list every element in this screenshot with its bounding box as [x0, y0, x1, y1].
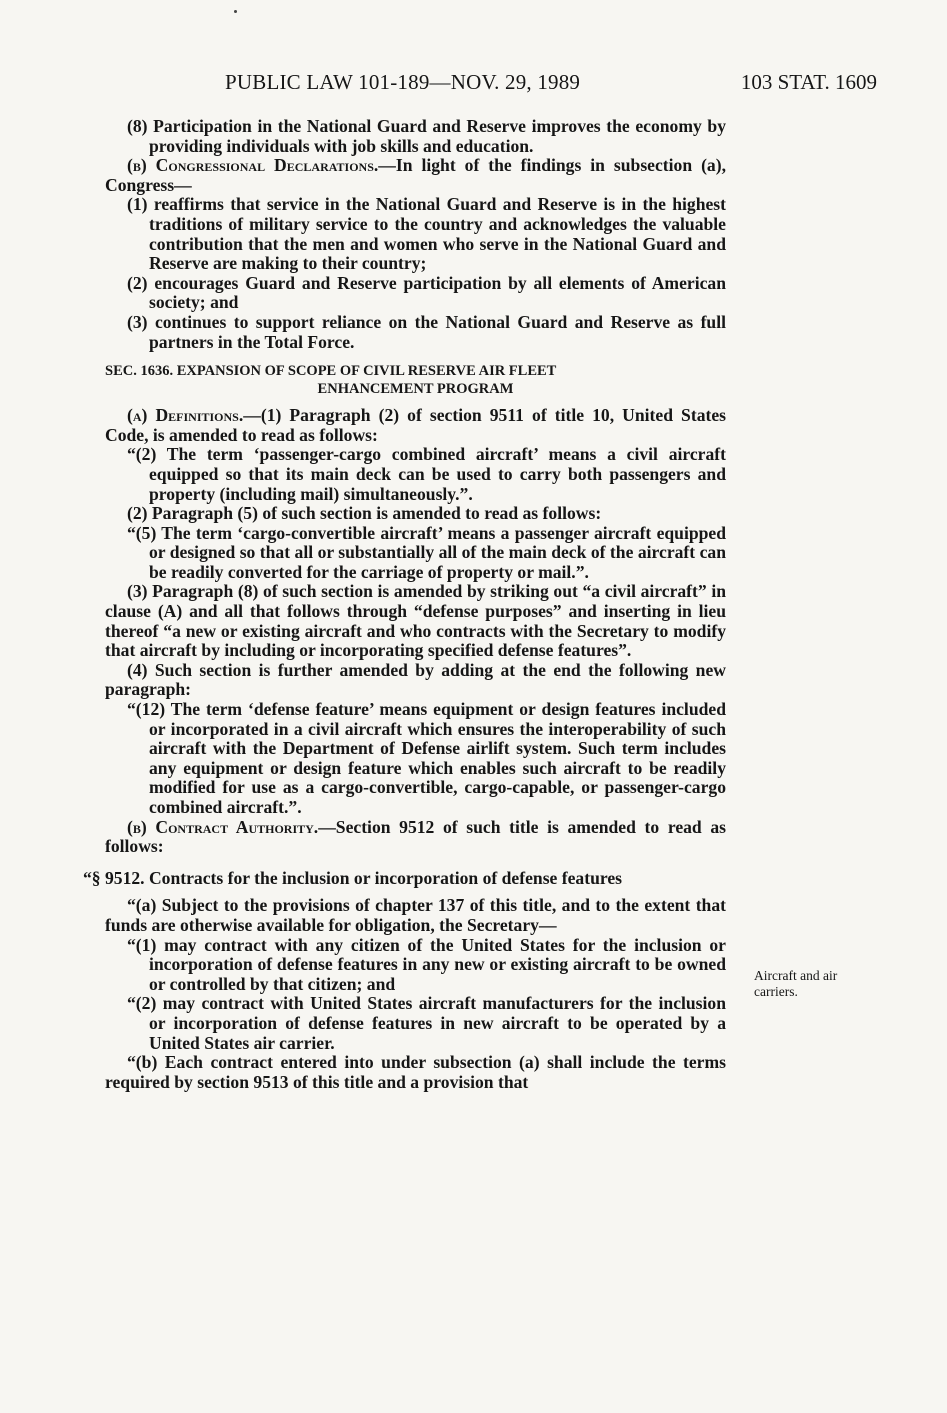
amendment-paragraph-5: (2) Paragraph (5) of such section is amended to read as follows: — [127, 503, 602, 524]
amendment-paragraph-8: (3) Paragraph (8) of such section is amended by striking out “a civil aircraft” in clause (A) and all that follows through “defense purposes” and inserting in lieu thereof “a new or existing aircraft and who contracts with the Secretary to modify that aircraft by including or incorporating specified defense features”. — [105, 581, 726, 661]
section-9512-a: “(a) Subject to the provisions of chapter 137 of this title, and to the extent that funds are otherwise available for obligation, the Secretary— — [105, 895, 726, 935]
contract-authority — [105, 818, 726, 857]
subsection-text: —In light of the findings in subsection (a), Congress— — [105, 155, 726, 195]
declaration-1: (1) reaffirms that service in the National Guard and Reserve is in the highest traditions of military service to the country and acknowledges the valuable contribution that the men and women who serve in the National Guard and Reserve are making to their country; — [127, 194, 726, 274]
definitions-paragraph — [105, 406, 726, 445]
section-heading — [105, 362, 726, 398]
subsection-heading: (a) Definitions. — [127, 405, 244, 426]
declaration-3: (3) continues to support reliance on the National Guard and Reserve as full partners in the Total Force. — [127, 311, 726, 352]
body-text — [83, 116, 727, 1092]
definition-2: “(2) The term ‘passenger-cargo combined aircraft’ means a civil aircraft equipped so that its main deck can be used to carry both passengers and property (including mail) simultaneously.”. — [127, 444, 726, 504]
section-9512-heading: “§ 9512. Contracts for the inclusion or incorporation of defense features — [83, 867, 623, 888]
scan-speck — [234, 10, 237, 13]
margin-note: Aircraft and air carriers. — [754, 968, 838, 999]
section-title-line-2: ENHANCEMENT PROGRAM — [317, 381, 514, 398]
stat-citation: 103 STAT. 1609 — [740, 70, 877, 94]
section-9512-a-1: “(1) may contract with any citizen of the United States for the inclusion or incorporation of defense features in any new or existing aircraft to be owned or controlled by that citizen; and — [127, 934, 726, 994]
section-9512-b: “(b) Each contract entered into under subsection (a) shall include the terms required by section 9513 of this title and a provision that — [105, 1052, 726, 1092]
section-title-line-1: SEC. 1636. EXPANSION OF SCOPE OF CIVIL RESERVE AIR FLEET — [105, 363, 557, 380]
paragraph-8: (8) Participation in the National Guard and Reserve improves the economy by providing individuals with job skills and education. — [127, 116, 726, 156]
subsection-heading: (b) Congressional Declarations. — [127, 155, 379, 176]
subsection-text: —(1) Paragraph (2) of section 9511 of title 10, United States Code, is amended to read as follows: — [105, 405, 727, 445]
definition-5: “(5) The term ‘cargo-convertible aircraft’ means a passenger aircraft equipped or designed so that all or substantially all of the main deck of the aircraft can be readily converted for the carriage of property or mail.”. — [127, 522, 726, 582]
declaration-2: (2) encourages Guard and Reserve participation by all elements of American society; and — [127, 272, 726, 313]
congressional-declarations — [105, 156, 726, 195]
page-header — [105, 70, 877, 100]
amendment-new-paragraph: (4) Such section is further amended by adding at the end the following new paragraph: — [105, 659, 726, 700]
law-citation: PUBLIC LAW 101-189—NOV. 29, 1989 — [225, 70, 581, 94]
section-9512-a-2: “(2) may contract with United States aircraft manufacturers for the inclusion or incorporation of defense features in new aircraft to be operated by a United States air carrier. — [127, 993, 726, 1053]
subsection-heading: (b) Contract Authority. — [127, 816, 319, 837]
subsection-text: —Section 9512 of such title is amended to read as follows: — [105, 816, 726, 857]
definition-12: “(12) The term ‘defense feature’ means equipment or design features included or incorporated in a civil aircraft which ensures the interoperability of such aircraft with the Department of Defense airlift system. Such term includes any equipment or design feature which enables such aircraft to be readily modified for use as a cargo-convertible, cargo-capable, or passenger-cargo combined aircraft.”. — [127, 699, 726, 817]
